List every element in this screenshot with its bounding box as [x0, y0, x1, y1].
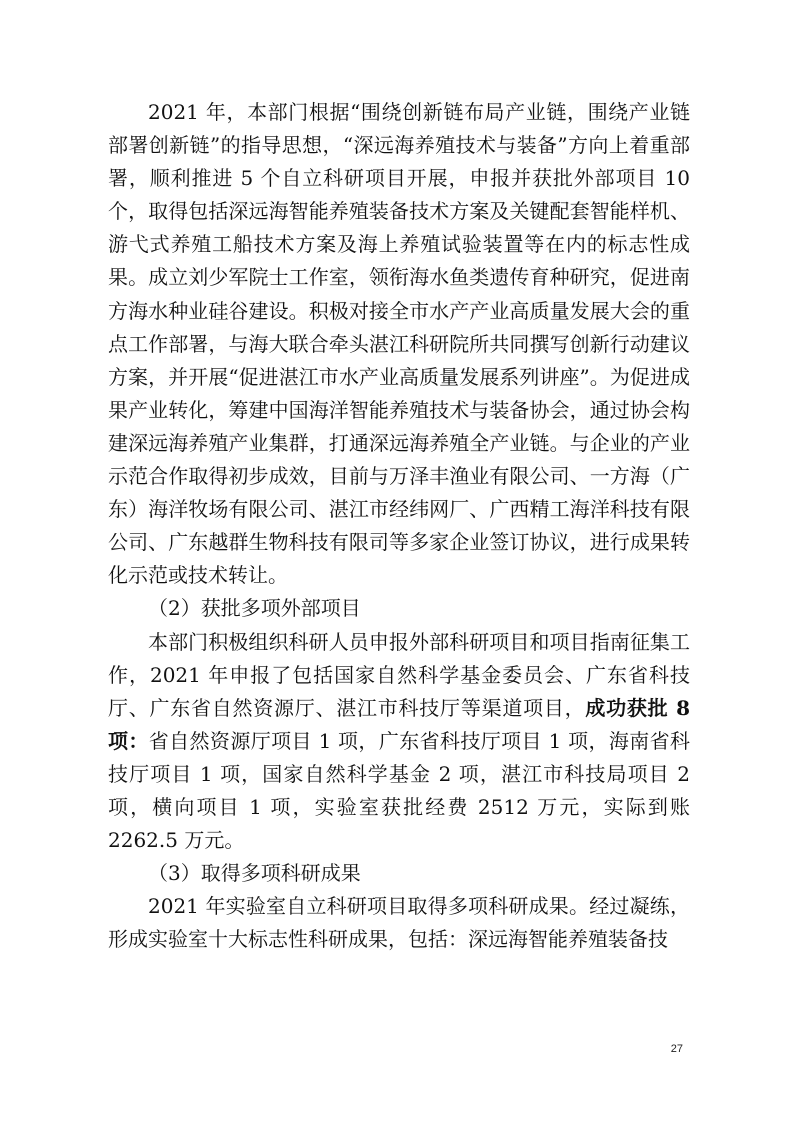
- paragraph-achievements: 2021 年，本部门根据“围绕创新链布局产业链，围绕产业链部署创新链”的指导思想，“深远海养殖技术与装备”方向上着重部署，顺利推进 5 个自立科研项目开展，申报并获批外部项目 10 个，取得包括深远海智能养殖装备技术方案及关键配套智能样机、游弋式养殖工船技术方案及海上养殖试验装置等在内的标志性成果。成立刘少军院士工作室，领衔海水鱼类遗传育种研究，促进南方海水种业硅谷建设。积极对接全市水产产业高质量发展大会的重点工作部署，与海大联合牵头湛江科研院所共同撰写创新行动建议方案，并开展“促进湛江市水产业高质量发展系列讲座”。为促进成果产业转化，筹建中国海洋智能养殖技术与装备协会，通过协会构建深远海养殖产业集群，打通深远海养殖全产业链。与企业的产业示范合作取得初步成效，目前与万泽丰渔业有限公司、一方海（广东）海洋牧场有限公司、湛江市经纬网厂、广西精工海洋科技有限公司、广东越群生物科技有限司等多家企业签订协议，进行成果转化示范或技术转让。: [108, 100, 690, 588]
- paragraph-external-projects-end: 省自然资源厅项目 1 项，广东省科技厅项目 1 项，海南省科技厅项目 1 项，国家自然科学基金 2 项，湛江市科技局项目 2 项，横向项目 1 项，实验室获批经费 2512 万元，实际到账 2262.5 万元。: [108, 728, 691, 853]
- page-number: 27: [670, 1043, 683, 1055]
- paragraph-research-results: 2021 年实验室自立科研项目取得多项科研成果。经过凝练，形成实验室十大标志性科研成果，包括：深远海智能养殖装备技: [108, 894, 690, 952]
- section-heading-external-projects: （2）获批多项外部项目: [148, 596, 361, 621]
- approved-count-highlight: 成功获批 8 项：: [108, 695, 690, 753]
- body-text: [108, 96, 690, 956]
- paragraph-external-projects: [108, 626, 690, 858]
- section-heading-research-results: （3）取得多项科研成果: [148, 861, 361, 886]
- paragraph-external-projects-start: 本部门积极组织科研人员申报外部科研项目和项目指南征集工作，2021 年申报了包括国家自然科学基金委员会、广东省科技厅、广东省自然资源厅、湛江市科技厅等渠道项目，: [108, 629, 690, 720]
